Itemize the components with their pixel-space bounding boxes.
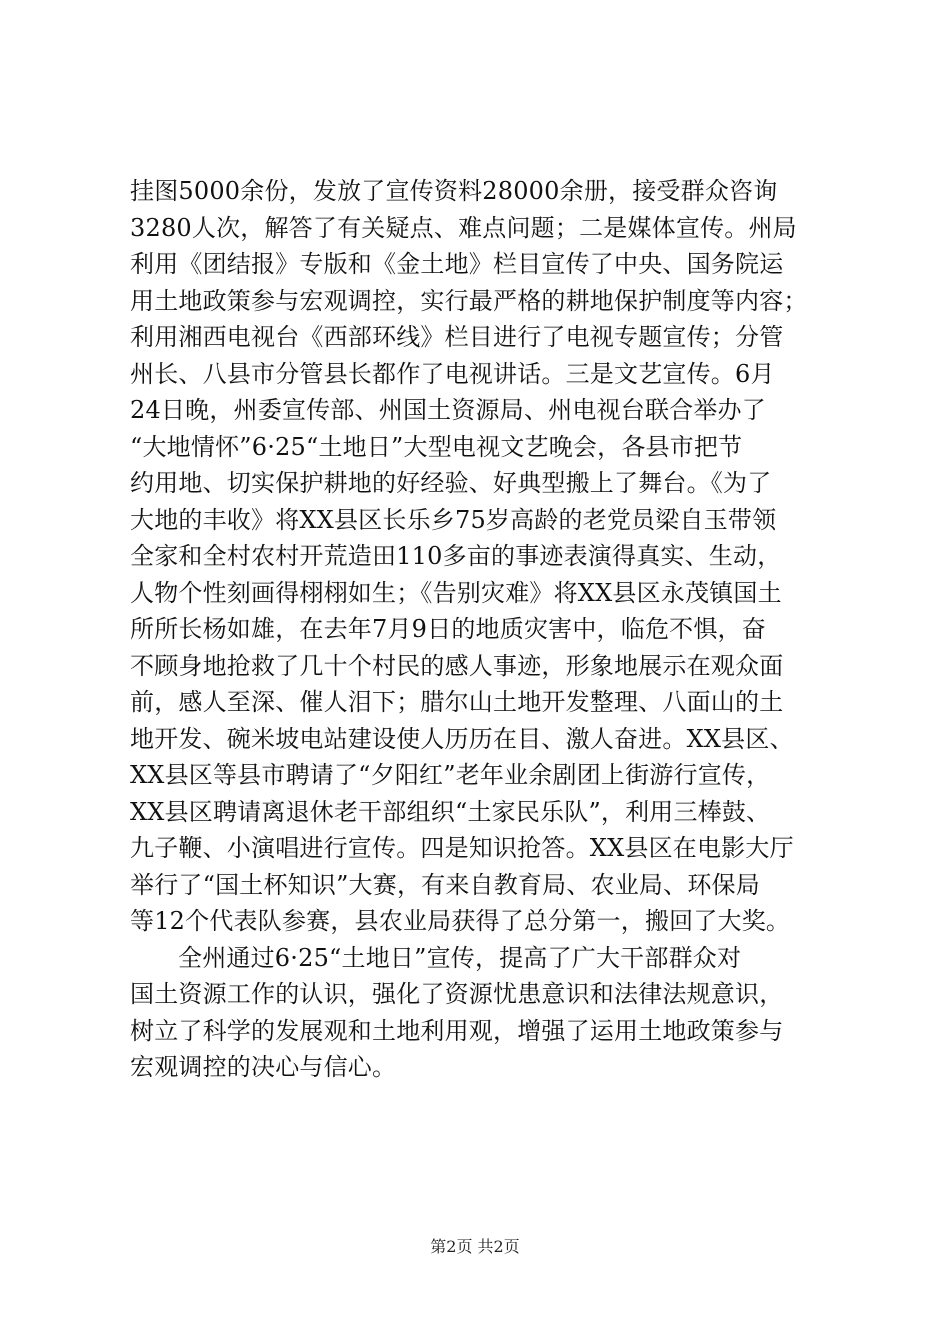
page-footer xyxy=(0,1237,950,1257)
text-line: XX县区等县市聘请了“夕阳红”老年业余剧团上街游行宣传， xyxy=(130,761,771,789)
text-line: 3280人次，解答了有关疑点、难点问题；二是媒体宣传。州局 xyxy=(130,213,797,242)
text-line: 利用湘西电视台《西部环线》栏目进行了电视专题宣传；分管 xyxy=(130,323,784,351)
page-number-label: 第2页 共2页 xyxy=(430,1237,520,1256)
text-line: “大地情怀”6·25“土地日”大型电视文艺晚会，各县市把节 xyxy=(130,432,743,461)
text-line: 九子鞭、小演唱进行宣传。四是知识抢答。XX县区在电影大厅 xyxy=(130,834,794,862)
text-line: 全家和全村农村开荒造田110多亩的事迹表演得真实、生动， xyxy=(130,542,782,570)
text-line: 不顾身地抢救了几十个村民的感人事迹，形象地展示在观众面 xyxy=(130,651,784,680)
text-line: 挂图5000余份，发放了宣传资料28000余册，接受群众咨询 xyxy=(130,177,778,205)
text-line: 所所长杨如雄，在去年7月9日的地质灾害中，临危不惧，奋 xyxy=(130,615,766,643)
text-line: 州长、八县市分管县长都作了电视讲话。三是文艺宣传。6月 xyxy=(130,359,775,388)
text-line: 用土地政策参与宏观调控，实行最严格的耕地保护制度等内容； xyxy=(130,286,808,315)
paragraph-start-line: 全州通过6·25“土地日”宣传，提高了广大干部群众对 xyxy=(178,943,742,972)
text-line: 利用《团结报》专版和《金土地》栏目宣传了中央、国务院运 xyxy=(130,250,784,278)
text-line: 人物个性刻画得栩栩如生；《告别灾难》将XX县区永茂镇国土 xyxy=(130,578,782,607)
text-line: 前，感人至深、催人泪下；腊尔山土地开发整理、八面山的土 xyxy=(130,688,784,716)
text-line: 举行了“国土杯知识”大赛，有来自教育局、农业局、环保局 xyxy=(130,870,760,899)
body-text xyxy=(130,173,830,1086)
text-line: XX县区聘请离退休老干部组织“土家民乐队”，利用三棒鼓、 xyxy=(130,797,771,826)
text-line: 等12个代表队参赛，县农业局获得了总分第一，搬回了大奖。 xyxy=(130,907,791,935)
text-line: 国土资源工作的认识，强化了资源忧患意识和法律法规意识， xyxy=(130,980,784,1008)
text-line: 24日晚，州委宣传部、州国土资源局、州电视台联合举办了 xyxy=(130,396,766,424)
text-line: 约用地、切实保护耕地的好经验、好典型搬上了舞台。《为了 xyxy=(130,469,772,497)
text-line: 地开发、碗米坡电站建设使人历历在目、激人奋进。XX县区、 xyxy=(130,724,794,753)
text-line: 树立了科学的发展观和土地利用观，增强了运用土地政策参与 xyxy=(130,1016,784,1045)
text-line: 大地的丰收》将XX县区长乐乡75岁高龄的老党员梁自玉带领 xyxy=(130,505,777,534)
text-line: 宏观调控的决心与信心。 xyxy=(130,1053,397,1081)
